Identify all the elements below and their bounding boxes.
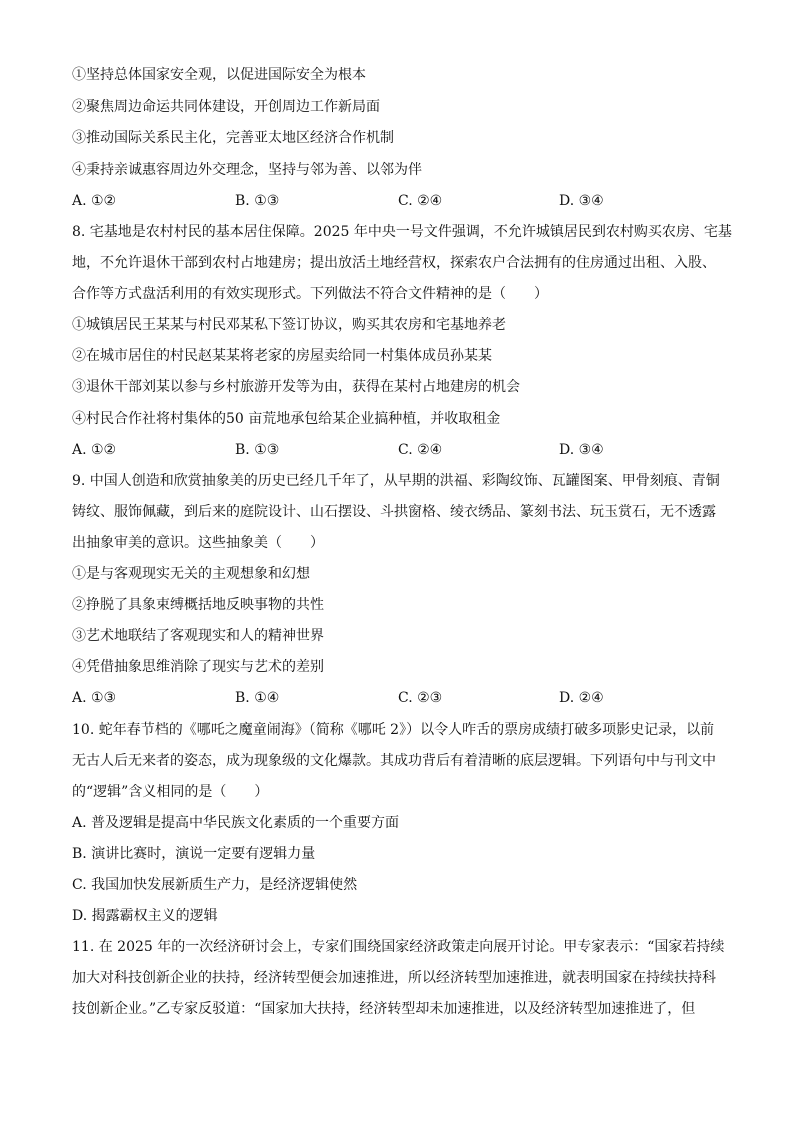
q8-item-1: ①城镇居民王某某与村民邓某私下签订协议，购买其农房和宅基地养老 (72, 317, 506, 333)
q8-stem-line-3: 合作等方式盘活利用的有效实现形式。下列做法不符合文件精神的是（ ） (72, 286, 548, 302)
q7-option-d: D. ③④ (559, 193, 604, 209)
q8-option-b: B. ①③ (235, 442, 280, 458)
q8-stem-line-1: 8. 宅基地是农村村民的基本居住保障。2025 年中央一号文件强调，不允许城镇居民到农村购买农房、宅基 (72, 224, 732, 240)
q8-item-3: ③退休干部刘某以参与乡村旅游开发等为由，获得在某村占地建房的机会 (72, 379, 520, 395)
q7-item-2: ②聚焦周边命运共同体建设，开创周边工作新局面 (72, 99, 380, 115)
q9-option-c: C. ②③ (398, 690, 443, 706)
q8-option-c: C. ②④ (398, 442, 443, 458)
q7-item-1: ①坚持总体国家安全观，以促进国际安全为根本 (72, 67, 366, 83)
q9-stem-line-1: 9. 中国人创造和欣赏抽象美的历史已经几千年了，从早期的洪福、彩陶纹饰、瓦罐图案、甲骨刻痕、青铜 (72, 473, 720, 489)
q9-option-b: B. ①④ (235, 690, 280, 706)
q11-stem-line-3: 技创新企业。”乙专家反驳道：“国家加大扶持，经济转型却未加速推进，以及经济转型加速推进了，但 (72, 1001, 696, 1017)
q7-item-4: ④秉持亲诚惠容周边外交理念，坚持与邻为善、以邻为伴 (72, 162, 422, 178)
q8-option-d: D. ③④ (559, 442, 604, 458)
q9-option-d: D. ②④ (559, 690, 604, 706)
q9-stem-line-3: 出抽象审美的意识。这些抽象美（ ） (72, 535, 324, 551)
q9-option-a: A. ①③ (72, 690, 117, 706)
q8-item-2: ②在城市居住的村民赵某某将老家的房屋卖给同一村集体成员孙某某 (72, 348, 492, 364)
q8-stem-line-2: 地，不允许退休干部到农村占地建房；提出放活土地经营权，探索农户合法拥有的住房通过出租、入股、 (72, 255, 716, 271)
q9-item-2: ②挣脱了具象束缚概括地反映事物的共性 (72, 597, 324, 613)
q11-stem-line-2: 加大对科技创新企业的扶持，经济转型便会加速推进，所以经济转型加速推进，就表明国家在持续扶持科 (72, 970, 716, 986)
q9-options (72, 688, 732, 708)
q7-option-b: B. ①③ (235, 193, 280, 209)
q10-choice-b: B. 演讲比赛时，演说一定要有逻辑力量 (72, 846, 316, 862)
q8-item-4: ④村民合作社将村集体的50 亩荒地承包给某企业搞种植，并收取租金 (72, 411, 501, 427)
q10-choice-a: A. 普及逻辑是提高中华民族文化素质的一个重要方面 (72, 815, 400, 831)
q10-stem-line-1: 10. 蛇年春节档的《哪吒之魔童闹海》（简称《哪吒 2》）以令人咋舌的票房成绩打破多项影史记录，以前 (72, 722, 715, 738)
q9-item-1: ①是与客观现实无关的主观想象和幻想 (72, 566, 310, 582)
q8-option-a: A. ①② (72, 442, 117, 458)
q7-item-3: ③推动国际关系民主化，完善亚太地区经济合作机制 (72, 130, 394, 146)
q7-options (72, 191, 732, 211)
q7-option-a: A. ①② (72, 193, 117, 209)
q10-choice-c: C. 我国加快发展新质生产力，是经济逻辑使然 (72, 877, 358, 893)
q9-stem-line-2: 铸纹、服饰佩藏，到后来的庭院设计、山石摆设、斗拱窗格、绫衣绣品、篆刻书法、玩玉赏石，无不透露 (72, 504, 716, 520)
q10-stem-line-2: 无古人后无来者的姿态，成为现象级的文化爆款。其成功背后有着清晰的底层逻辑。下列语句中与刊文中 (72, 753, 716, 769)
q7-option-c: C. ②④ (398, 193, 443, 209)
q8-options (72, 440, 732, 460)
q10-choice-d: D. 揭露霸权主义的逻辑 (72, 908, 218, 924)
q10-stem-line-3: 的“逻辑”含义相同的是（ ） (72, 784, 269, 800)
q9-item-3: ③艺术地联结了客观现实和人的精神世界 (72, 628, 324, 644)
q9-item-4: ④凭借抽象思维消除了现实与艺术的差别 (72, 659, 324, 675)
q11-stem-line-1: 11. 在 2025 年的一次经济研讨会上，专家们围绕国家经济政策走向展开讨论。甲专家表示：“国家若持续 (72, 939, 725, 955)
